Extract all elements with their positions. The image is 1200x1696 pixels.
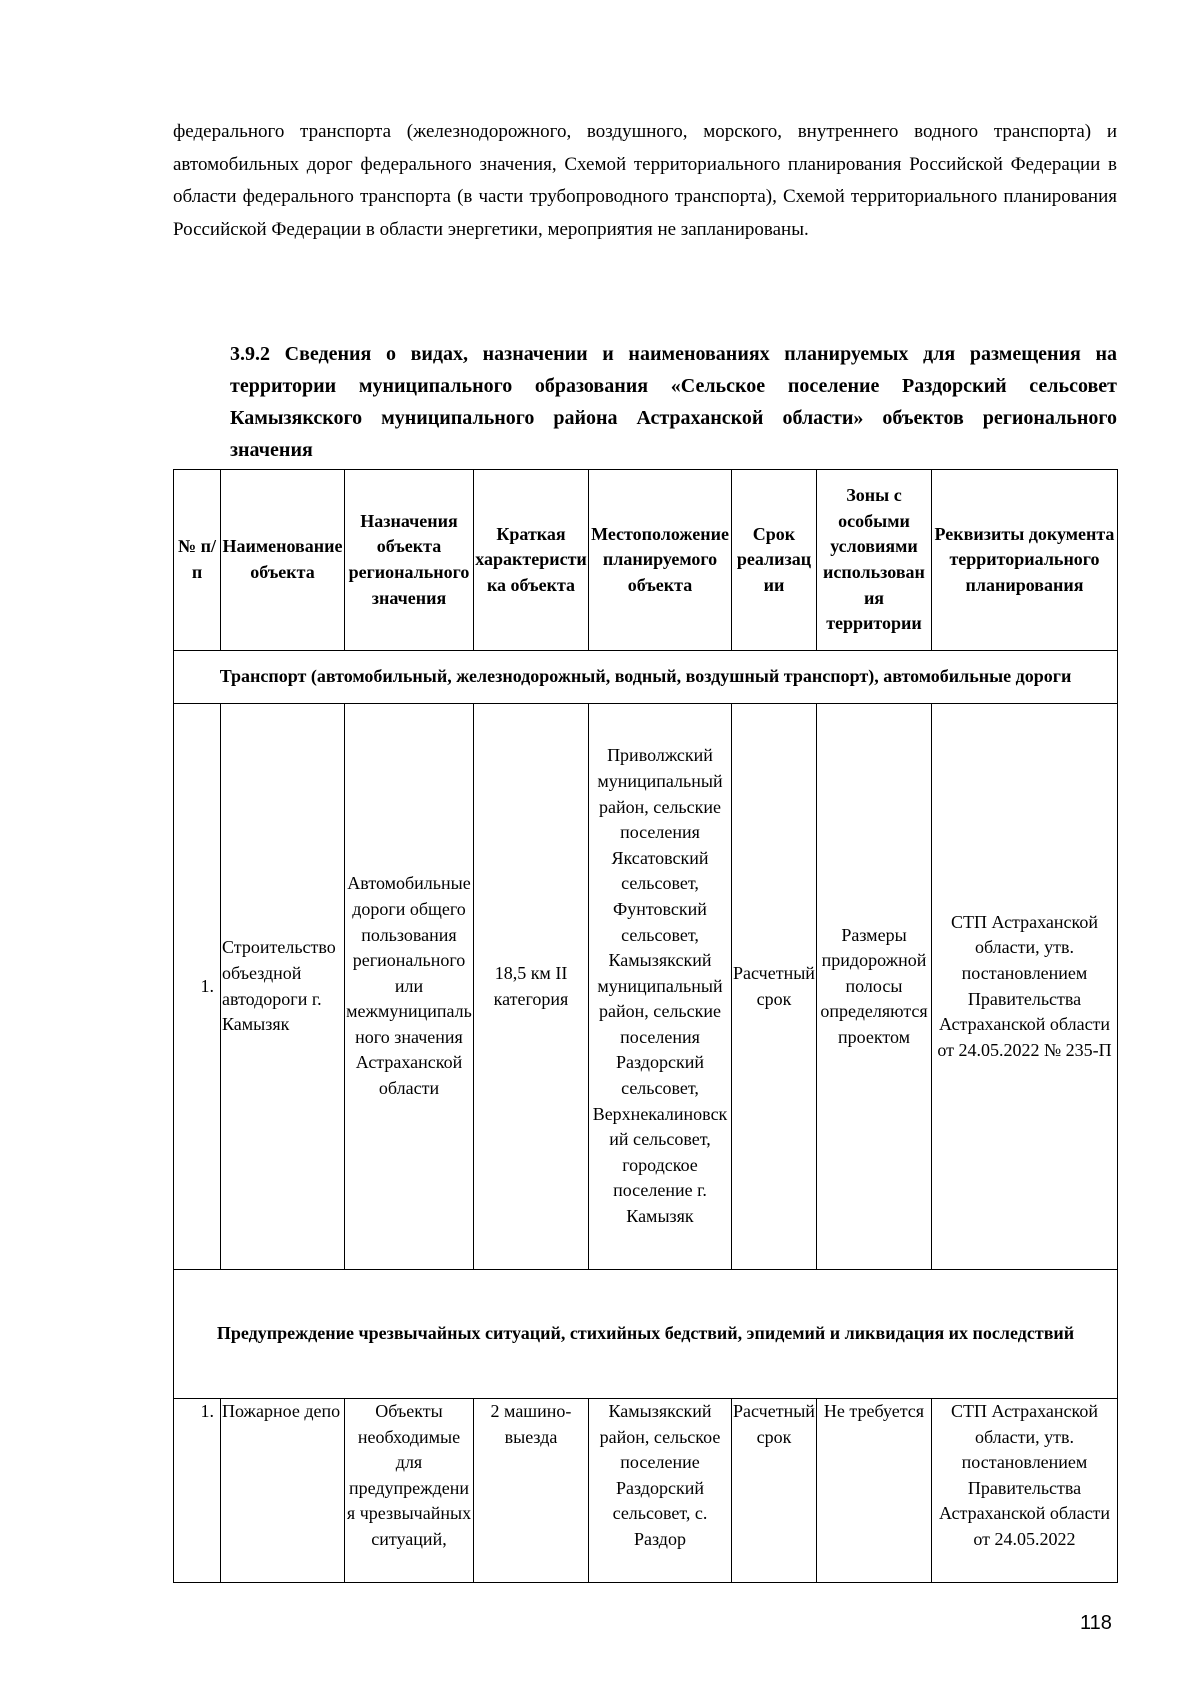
section-heading: 3.9.2 Сведения о видах, назначении и наименованиях планируемых для размещения на территории муниципального образования «Сельское поселение Раздорский сельсовет Камызякского муниципального района Астраханской области» объектов регионального значения [230, 343, 1117, 461]
header-name: Наименование объекта [221, 470, 345, 651]
table-row [174, 1399, 1118, 1583]
cell-location: Приволжский муниципальный район, сельские поселения Яксатовский сельсовет, Фунтовский сельсовет, Камызякский муниципальный район, сельские поселения Раздорский сельсовет, Верхнекалиновский сельсовет, городское поселение г. Камызяк [589, 704, 732, 1270]
table-section-row [174, 1270, 1118, 1399]
cell-document: СТП Астраханской области, утв. постановлением Правительства Астраханской области от 24.05.2022 № 235-П [932, 704, 1118, 1270]
header-zones: Зоны с особыми условиями использования территории [817, 470, 932, 651]
cell-purpose: Автомобильные дороги общего пользования регионального или межмуниципального значения Астраханской области [345, 704, 474, 1270]
cell-number: 1. [174, 704, 221, 1270]
header-term: Срок реализации [732, 470, 817, 651]
header-characteristic: Краткая характеристика объекта [474, 470, 589, 651]
cell-purpose: Объекты необходимые для предупреждения чрезвычайных ситуаций, [345, 1399, 474, 1583]
cell-term: Расчетный срок [732, 1399, 817, 1583]
page-number: 118 [1080, 1612, 1112, 1634]
intro-paragraph: федерального транспорта (железнодорожного, воздушного, морского, внутреннего водного транспорта) и автомобильных дорог федерального значения, Схемой территориального планирования Российской Федерации в области федерального транспорта (в части трубопроводного транспорта), Схемой территориального планирования Российской Федерации в области энергетики, мероприятия не запланированы. [173, 121, 1117, 240]
cell-name: Строительство объездной автодороги г. Камызяк [221, 704, 345, 1270]
cell-document: СТП Астраханской области, утв. постановлением Правительства Астраханской области от 24.05.2022 [932, 1399, 1118, 1583]
header-purpose: Назначения объекта регионального значения [345, 470, 474, 651]
cell-characteristic: 2 машино-выезда [474, 1399, 589, 1583]
cell-number: 1. [174, 1399, 221, 1583]
cell-term: Расчетный срок [732, 704, 817, 1270]
header-document: Реквизиты документа территориального планирования [932, 470, 1118, 651]
cell-name: Пожарное депо [221, 1399, 345, 1583]
section-title-transport: Транспорт (автомобильный, железнодорожный, водный, воздушный транспорт), автомобильные дороги [174, 651, 1118, 704]
table-row [174, 704, 1118, 1270]
cell-zones: Не требуется [817, 1399, 932, 1583]
table-header-row [174, 470, 1118, 651]
cell-zones: Размеры придорожной полосы определяются проектом [817, 704, 932, 1270]
cell-characteristic: 18,5 км II категория [474, 704, 589, 1270]
header-location: Местоположение планируемого объекта [589, 470, 732, 651]
regional-objects-table [173, 469, 1118, 1583]
section-title-emergency: Предупреждение чрезвычайных ситуаций, стихийных бедствий, эпидемий и ликвидация их последствий [174, 1270, 1118, 1399]
header-number: № п/п [174, 470, 221, 651]
table-section-row [174, 651, 1118, 704]
cell-location: Камызякский район, сельское поселение Раздорский сельсовет, с. Раздор [589, 1399, 732, 1583]
